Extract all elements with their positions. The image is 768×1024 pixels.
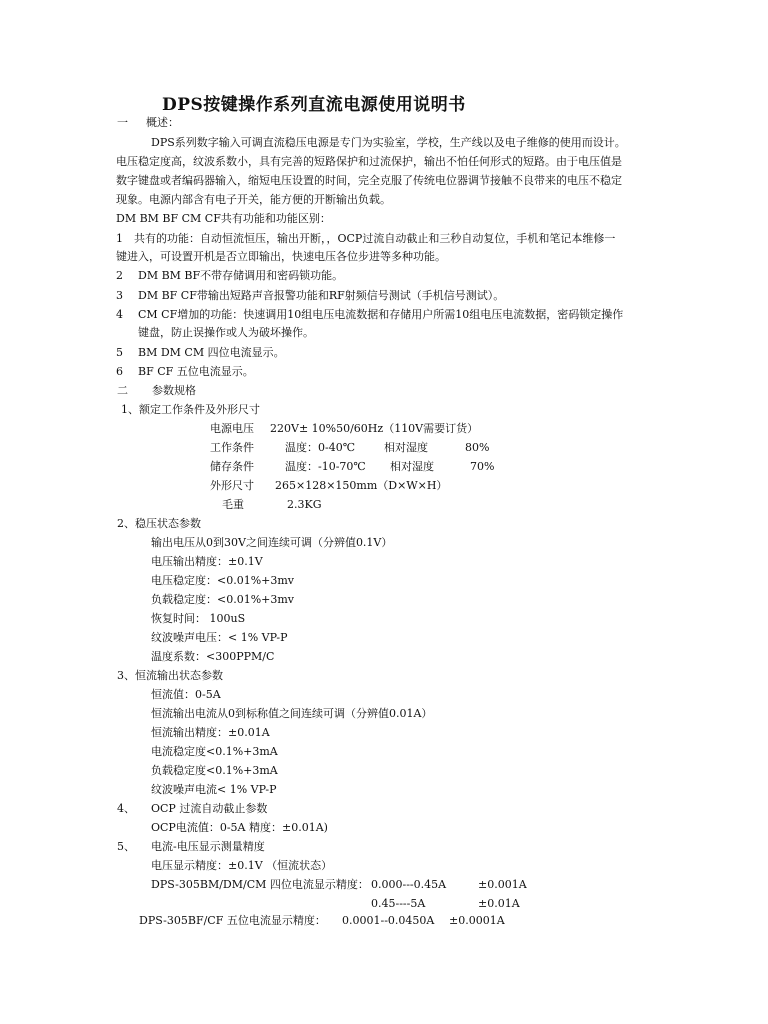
spec-line: 恒流值：0-5A [151, 688, 221, 701]
list-number: 6 [116, 365, 123, 378]
subsection-heading: 3、恒流输出状态参数 [117, 669, 223, 682]
list-item: DM BM BF不带存储调用和密码锁功能。 [138, 269, 344, 282]
spec-line: 电压稳定度：<0.01%+3mv [151, 574, 295, 587]
paragraph-line: 现象。电源内部含有电子开关，能方便的开断输出负载。 [116, 193, 391, 206]
spec-line: 纹波噪声电压：< 1% VP-P [151, 631, 288, 644]
spec-extra-label: 相对湿度 [390, 460, 434, 473]
spec-label: DPS-305BF/CF 五位电流显示精度： [139, 914, 326, 927]
list-item: BM DM CM 四位电流显示。 [138, 346, 285, 359]
section-heading: 参数规格 [152, 384, 196, 397]
subsection-heading: OCP 过流自动截止参数 [151, 802, 268, 815]
subsection-heading: 电流-电压显示测量精度 [151, 840, 265, 853]
spec-value: 温度：0-40℃ [285, 441, 356, 454]
paragraph-line: 数字键盘或者编码器输入，缩短电压设置的时间，完全克服了传统电位器调节接触不良带来的电压不稳定 [116, 174, 622, 187]
list-item: DM BF CF带输出短路声音报警功能和RF射频信号测试（手机信号测试）。 [138, 289, 505, 302]
spec-label: 储存条件 [210, 460, 254, 473]
document-title: DPS按键操作系列直流电源使用说明书 [162, 95, 466, 115]
range-value: 0.0001--0.0450A [342, 914, 435, 927]
spec-line: OCP电流值：0-5A 精度：±0.01A) [151, 821, 328, 834]
spec-label: 工作条件 [210, 441, 254, 454]
list-item: 共有的功能：自动恒流恒压，输出开断，，OCP过流自动截止和三秒自动复位，手机和笔记本维修一 [134, 232, 616, 245]
spec-extra-value: 70% [470, 460, 495, 473]
list-number: 4 [116, 308, 123, 321]
paragraph-line: 电压稳定度高，纹波系数小，具有完善的短路保护和过流保护，输出不怕任何形式的短路。由于电压值是 [116, 155, 622, 168]
spec-line: 负载稳定度：<0.01%+3mv [151, 593, 295, 606]
spec-value: 温度：-10-70℃ [285, 460, 366, 473]
subsection-heading: 2、稳压状态参数 [117, 517, 201, 530]
list-item: 键盘，防止误操作或人为破坏操作。 [138, 326, 314, 339]
list-number: 1 [116, 232, 123, 245]
section-number: 一 [117, 116, 128, 129]
list-number: 5 [116, 346, 123, 359]
section-number: 二 [117, 384, 128, 397]
spec-line: 输出电压从0到30V之间连续可调（分辨值0.1V） [151, 536, 393, 549]
range-value: 0.000---0.45A [371, 878, 447, 891]
accuracy-value: ±0.001A [478, 878, 527, 891]
spec-line: 电压输出精度：±0.1V [151, 555, 263, 568]
list-item: CM CF增加的功能：快速调用10组电压电流数据和存储用户所需10组电压电流数据，密码锁定操作 [138, 308, 624, 321]
list-item: BF CF 五位电流显示。 [138, 365, 254, 378]
spec-label: DPS-305BM/DM/CM 四位电流显示精度： [151, 878, 369, 891]
spec-value: 220V± 10%50/60Hz（110V需要订货） [270, 422, 479, 435]
spec-extra-value: 80% [465, 441, 490, 454]
spec-label: 毛重 [222, 498, 244, 511]
list-number: 2 [116, 269, 123, 282]
list-number: 3 [116, 289, 123, 302]
accuracy-value: ±0.0001A [449, 914, 505, 927]
subsection-heading: 1、额定工作条件及外形尺寸 [121, 403, 260, 416]
accuracy-value: ±0.01A [478, 897, 520, 910]
subsection-number: 4、 [117, 802, 135, 815]
section-heading: 概述： [146, 116, 179, 129]
spec-line: 恢复时间： 100uS [151, 612, 246, 625]
spec-line: 电压显示精度：±0.1V （恒流状态） [151, 859, 333, 872]
spec-value: 265×128×150mm（D×W×H） [275, 479, 448, 492]
spec-line: 恒流输出电流从0到标称值之间连续可调（分辨值0.01A） [151, 707, 433, 720]
spec-extra-label: 相对湿度 [384, 441, 428, 454]
spec-line: 纹波噪声电流< 1% VP-P [151, 783, 277, 796]
spec-line: 恒流输出精度：±0.01A [151, 726, 270, 739]
spec-line: 电流稳定度<0.1%+3mA [151, 745, 278, 758]
range-value: 0.45----5A [371, 897, 426, 910]
models-line: DM BM BF CM CF共有功能和功能区别： [116, 212, 331, 225]
spec-label: 外形尺寸 [210, 479, 254, 492]
spec-value: 2.3KG [287, 498, 322, 511]
subsection-number: 5、 [117, 840, 135, 853]
spec-line: 温度系数：<300PPM/C [151, 650, 275, 663]
spec-label: 电源电压 [210, 422, 254, 435]
spec-line: 负载稳定度<0.1%+3mA [151, 764, 278, 777]
paragraph-line: DPS系列数字输入可调直流稳压电源是专门为实验室，学校，生产线以及电子维修的使用而设计。 [151, 136, 626, 149]
list-item: 键进入，可设置开机是否立即输出，快速电压各位步进等多种功能。 [116, 250, 446, 263]
